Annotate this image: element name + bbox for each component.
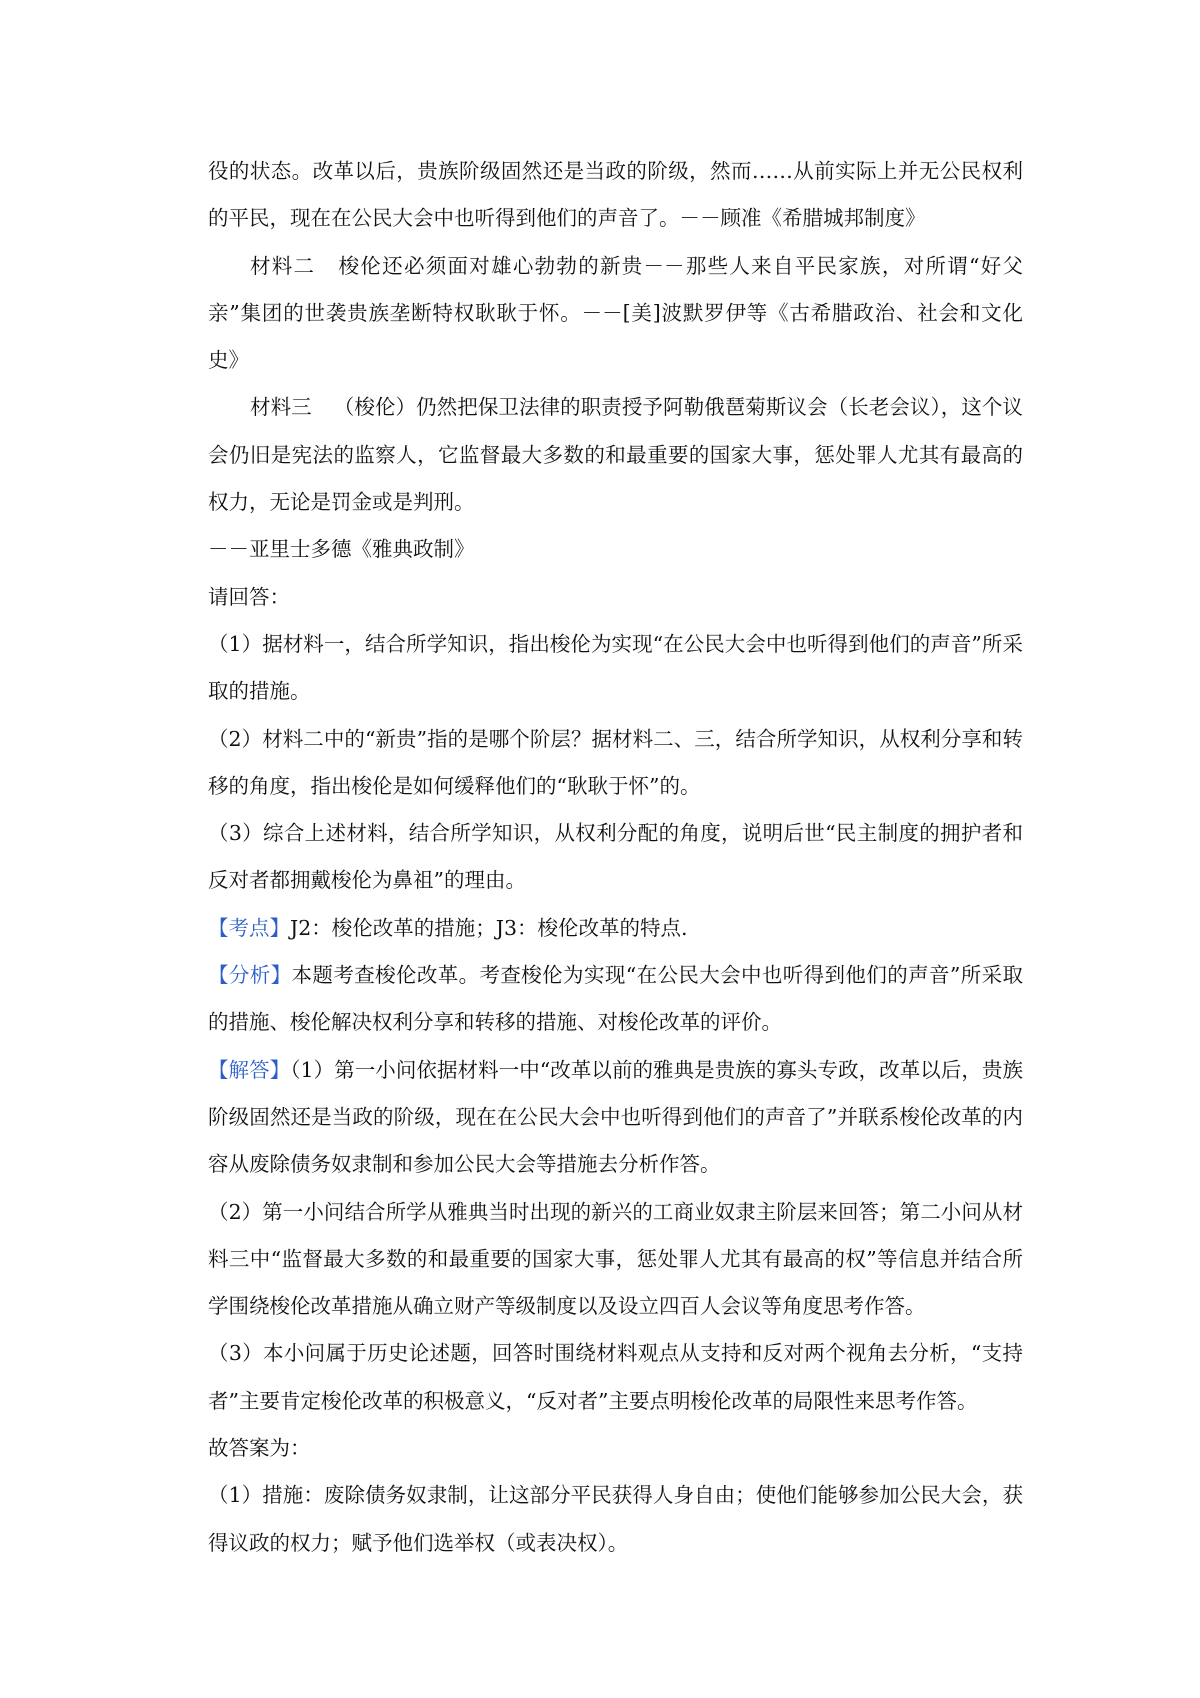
material-two-label: 材料二: [250, 253, 316, 278]
material-one-tail: 役的状态。改革以后，贵族阶级固然还是当政的阶级，然而……从前实际上并无公民权利的平民，现在在公民大会中也听得到他们的声音了。－－顾准《希腊城邦制度》: [208, 159, 1023, 231]
question-3: （3）综合上述材料，结合所学知识，从权利分配的角度，说明后世“民主制度的拥护者和反对者都拥戴梭伦为鼻祖”的理由。: [208, 821, 1023, 893]
material-three-source: －－亚里士多德《雅典政制》: [208, 537, 475, 562]
material-three-text: （梭伦）仍然把保卫法律的职责授予阿勒俄琶菊斯议会（长老会议），这个议会仍旧是宪法的监察人，它监督最大多数的和最重要的国家大事，惩处罪人尤其有最高的权力，无论是罚金或是判刑。: [208, 395, 1024, 515]
document-page: [208, 148, 1023, 1567]
material-three: [208, 384, 1023, 526]
question-2: （2）材料二中的“新贵”指的是哪个阶层？据材料二、三，结合所学知识，从权利分享和转移的角度，指出梭伦是如何缓释他们的“耿耿于怀”的。: [208, 726, 1023, 798]
kaodian-section: [208, 905, 1023, 952]
answer-1: （1）措施：废除债务奴隶制，让这部分平民获得人身自由；使他们能够参加公民大会，获得议政的权力；赋予他们选举权（或表决权）。: [208, 1483, 1023, 1555]
answer-intro: 故答案为：: [208, 1436, 311, 1461]
material-two-text: 梭伦还必须面对雄心勃勃的新贵－－那些人来自平民家族，对所谓“好父亲”集团的世袭贵族垄断特权耿耿于怀。－－[美]波默罗伊等《古希腊政治、社会和文化史》: [208, 253, 1023, 373]
fenxi-text: 本题考查梭伦改革。考查梭伦为实现“在公民大会中也听得到他们的声音”所采取的措施、梭伦解决权利分享和转移的措施、对梭伦改革的评价。: [208, 963, 1023, 1035]
jieda-tag: 【解答】: [208, 1057, 291, 1082]
question-1: （1）据材料一，结合所学知识，指出梭伦为实现“在公民大会中也听得到他们的声音”所采取的措施。: [208, 631, 1023, 704]
kaodian-tag: 【考点】: [208, 915, 290, 940]
kaodian-text: J2：梭伦改革的措施；J3：梭伦改革的特点.: [290, 915, 688, 940]
jieda-text: （1）第一小问依据材料一中“改革以前的雅典是贵族的寡头专政，改革以后，贵族阶级固然还是当政的阶级，现在在公民大会中也听得到他们的声音了”并联系梭伦改革的内容从废除债务奴隶制和参加公民大会等措施去分析作答。: [208, 1057, 1024, 1177]
material-two: [208, 243, 1023, 385]
material-three-label: 材料三: [250, 395, 312, 420]
answer-prompt: 请回答：: [208, 584, 290, 609]
jieda-part-2: （2）第一小问结合所学从雅典当时出现的新兴的工商业奴隶主阶层来回答；第二小问从材料三中“监督最大多数的和最重要的国家大事，惩处罪人尤其有最高的权”等信息并结合所学围绕梭伦改革措施从确立财产等级制度以及设立四百人会议等角度思考作答。: [208, 1199, 1023, 1319]
jieda-section: [208, 1047, 1023, 1189]
fenxi-tag: 【分析】: [208, 963, 292, 988]
jieda-part-3: （3）本小问属于历史论述题，回答时围绕材料观点从支持和反对两个视角去分析，“支持者”主要肯定梭伦改革的积极意义，“反对者”主要点明梭伦改革的局限性来思考作答。: [208, 1341, 1023, 1413]
fenxi-section: [208, 952, 1023, 1047]
